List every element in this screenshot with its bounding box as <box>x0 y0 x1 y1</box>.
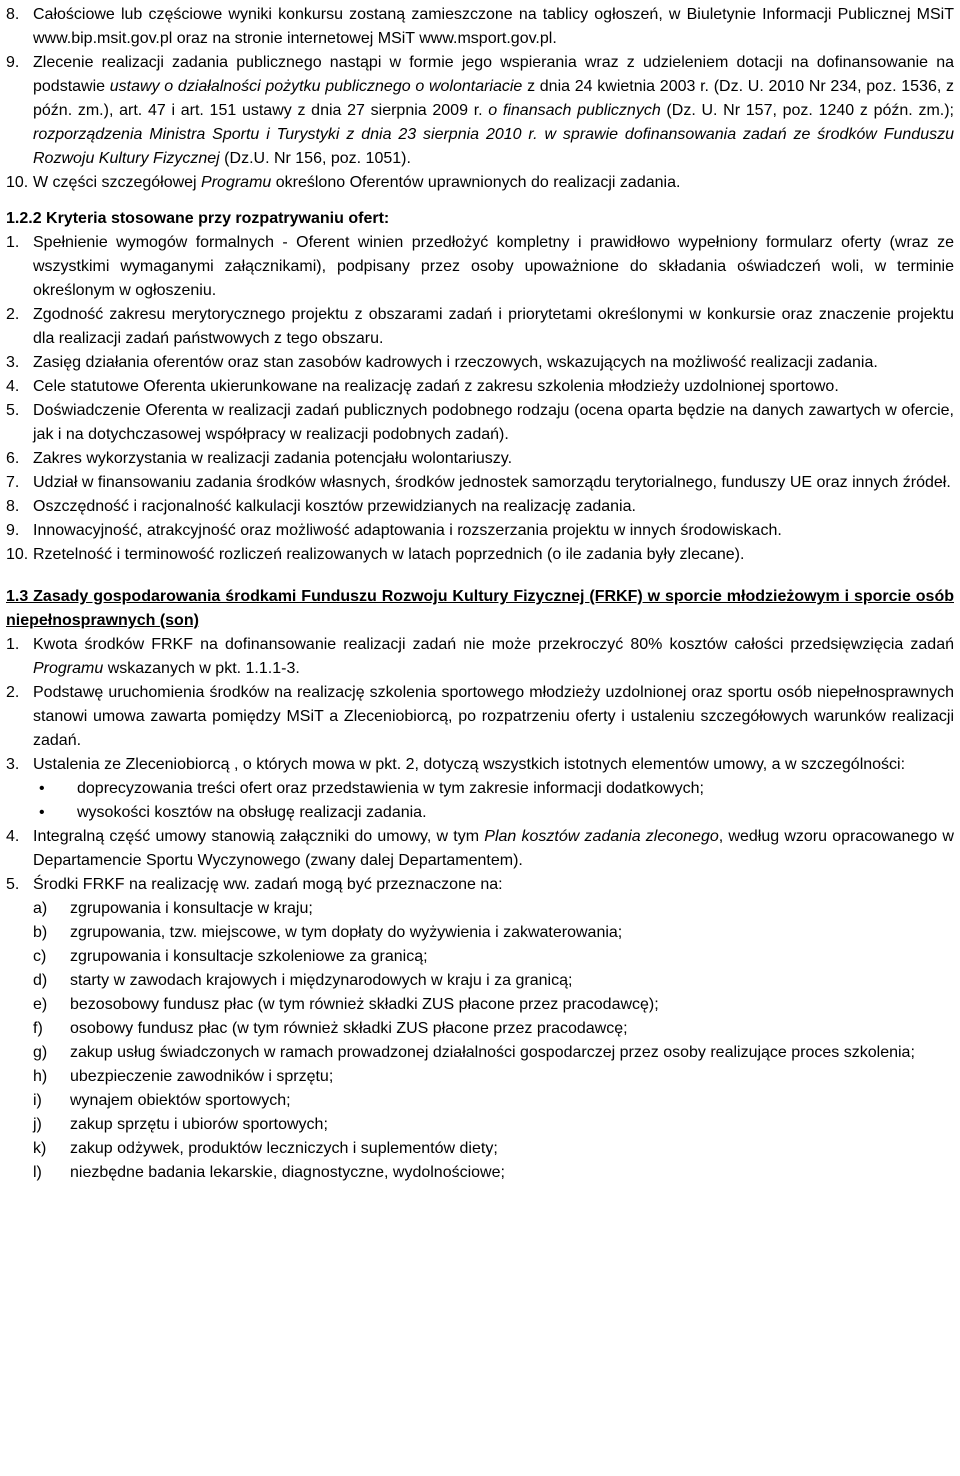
criteria-item <box>6 375 954 399</box>
text-run: (Dz.U. Nr 156, poz. 1051). <box>219 150 411 167</box>
text-run: Zlecenie realizacji zadania publicznego nastąpi w formie jego wspierania wraz z udzieleniem dotacji na dofinansowanie na podstawie <box>33 54 954 95</box>
italic-run: Programu <box>33 660 104 677</box>
item-letter: h) <box>33 1068 48 1085</box>
item-letter: i) <box>33 1092 42 1109</box>
item-letter: g) <box>33 1044 48 1061</box>
italic-run: Plan kosztów zadania zleconego <box>484 828 719 845</box>
item-text <box>33 825 954 873</box>
lettered-item <box>33 1017 954 1041</box>
lettered-item <box>33 1161 954 1185</box>
item-text: Oszczędność i racjonalność kalkulacji kosztów przewidzianych na realizację zadania. <box>33 498 636 515</box>
item-text: Cele statutowe Oferenta ukierunkowane na realizację zadań z zakresu szkolenia młodzieży uzdolnionej sportowo. <box>33 378 839 395</box>
item-number: 2. <box>6 306 20 323</box>
lettered-item <box>33 921 954 945</box>
item-number: 9. <box>6 54 20 71</box>
item-text: Zakres wykorzystania w realizacji zadania potencjału wolontariuszy. <box>33 450 513 467</box>
lettered-item <box>33 1113 954 1137</box>
item-number: 5. <box>6 876 20 893</box>
item-text: Zgodność zakresu merytorycznego projektu z obszarami zadań i priorytetami określonymi w konkursie oraz znaczenie projektu dla realizacji zadań państwowych z tego obszaru. <box>33 306 954 347</box>
lettered-item <box>33 1089 954 1113</box>
lettered-item <box>33 1065 954 1089</box>
item-text: zgrupowania i konsultacje w kraju; <box>70 900 313 917</box>
section-heading-criteria: 1.2.2 Kryteria stosowane przy rozpatrywaniu ofert: <box>6 210 390 227</box>
italic-run: Programu <box>201 174 272 191</box>
criteria-item <box>6 399 954 447</box>
item-text: Podstawę uruchomienia środków na realizację szkolenia sportowego młodzieży uzdolnionej oraz sportu osób niepełnosprawnych stanowi umowa zawarta pomiędzy MSiT a Zleceniobiorcą, po rozpatrzeniu oferty i ustaleniu szczegółowych warunków realizacji zadań. <box>33 684 954 749</box>
item-text: zakup usług świadczonych w ramach prowadzonej działalności gospodarczej przez osoby realizujące proces szkolenia; <box>70 1044 915 1061</box>
item-letter: a) <box>33 900 48 917</box>
item-text: ubezpieczenie zawodników i sprzętu; <box>70 1068 334 1085</box>
item-letter: f) <box>33 1020 43 1037</box>
item-text: wynajem obiektów sportowych; <box>70 1092 291 1109</box>
lettered-item <box>33 969 954 993</box>
criteria-item <box>6 519 954 543</box>
lettered-list <box>33 897 954 1185</box>
item-text: zakup odżywek, produktów leczniczych i suplementów diety; <box>70 1140 498 1157</box>
item-text: Innowacyjność, atrakcyjność oraz możliwość adaptowania i rozszerzania projektu w innych środowiskach. <box>33 522 782 539</box>
bullet-text: wysokości kosztów na obsługę realizacji zadania. <box>77 804 427 821</box>
bullet-icon: • <box>39 780 45 797</box>
item-letter: e) <box>33 996 48 1013</box>
criteria-item <box>6 303 954 351</box>
lettered-item <box>33 993 954 1017</box>
lettered-item <box>33 945 954 969</box>
list-item-frkf-5 <box>6 873 954 897</box>
item-text: Środki FRKF na realizację ww. zadań mogą być przeznaczone na: <box>33 876 503 893</box>
bullet-text: doprecyzowania treści ofert oraz przedstawienia w tym zakresie informacji dodatkowych; <box>77 780 704 797</box>
item-text: Udział w finansowaniu zadania środków własnych, środków jednostek samorządu terytorialnego, funduszy UE oraz innych źródeł. <box>33 474 951 491</box>
text-run: Kwota środków FRKF na dofinansowanie realizacji zadań nie może przekroczyć 80% kosztów całości przedsięwzięcia zadań <box>33 636 954 653</box>
item-text: Doświadczenie Oferenta w realizacji zadań publicznych podobnego rodzaju (ocena oparta będzie na danych zawartych w ofercie, jak i na dotychczasowej współpracy w realizacji podobnych zadań). <box>33 402 954 443</box>
item-text: zgrupowania i konsultacje szkoleniowe za granicą; <box>70 948 428 965</box>
item-text <box>33 51 954 171</box>
lettered-item <box>33 1137 954 1161</box>
item-text: Zasięg działania oferentów oraz stan zasobów kadrowych i rzeczowych, wskazujących na możliwość realizacji zadania. <box>33 354 878 371</box>
item-text: niezbędne badania lekarskie, diagnostyczne, wydolnościowe; <box>70 1164 505 1181</box>
item-number: 9. <box>6 522 20 539</box>
item-text: starty w zawodach krajowych i międzynarodowych w kraju i za granicą; <box>70 972 573 989</box>
bullet-icon: • <box>39 804 45 821</box>
item-text: zgrupowania, tzw. miejscowe, w tym dopłaty do wyżywienia i zakwaterowania; <box>70 924 623 941</box>
list-item-frkf-3 <box>6 753 954 777</box>
criteria-item <box>6 495 954 519</box>
lettered-item <box>33 897 954 921</box>
criteria-item <box>6 231 954 303</box>
list-item-frkf-2 <box>6 681 954 753</box>
text-run: , według wzoru opracowanego w Departamencie Sportu Wyczynowego (zwany dalej Departamentem). <box>33 828 954 869</box>
item-number: 5. <box>6 402 20 419</box>
criteria-item <box>6 471 954 495</box>
italic-run: o finansach publicznych <box>488 102 661 119</box>
item-number: 8. <box>6 6 20 23</box>
item-letter: d) <box>33 972 48 989</box>
bullet-item <box>33 801 954 825</box>
item-text <box>33 171 954 195</box>
criteria-item <box>6 351 954 375</box>
text-run: z dnia 24 kwietnia 2003 r. (Dz. U. 2010 Nr 234, poz. 1536, z późn. zm.), art. 47 i art. 151 ustawy z dnia 27 sierpnia 2009 r. <box>33 78 955 119</box>
item-text: zakup sprzętu i ubiorów sportowych; <box>70 1116 328 1133</box>
item-number: 1. <box>6 234 20 251</box>
criteria-item <box>6 447 954 471</box>
item-number: 2. <box>6 684 20 701</box>
item-text: bezosobowy fundusz płac (w tym również składki ZUS płacone przez pracodawcę); <box>70 996 659 1013</box>
text-run: określono Oferentów uprawnionych do realizacji zadania. <box>271 174 681 191</box>
item-number: 6. <box>6 450 20 467</box>
item-number: 10. <box>6 546 29 563</box>
text-run: Integralną część umowy stanowią załączniki do umowy, w tym <box>33 828 485 845</box>
item-number: 4. <box>6 828 20 845</box>
list-item-10 <box>6 171 954 195</box>
text-run: wskazanych w pkt. 1.1.1-3. <box>103 660 300 677</box>
item-letter: l) <box>33 1164 42 1181</box>
item-number: 1. <box>6 636 20 653</box>
section-heading-frkf: 1.3 Zasady gospodarowania środkami Funduszu Rozwoju Kultury Fizycznej (FRKF) w sporcie młodzieżowym i sporcie osób niepełnosprawnych (son) <box>6 588 954 629</box>
item-text: Ustalenia ze Zleceniobiorcą , o których mowa w pkt. 2, dotyczą wszystkich istotnych elementów umowy, a w szczególności: <box>33 756 906 773</box>
list-item-9 <box>6 51 954 171</box>
criteria-list <box>6 231 954 567</box>
item-letter: k) <box>33 1140 47 1157</box>
list-item-8 <box>6 3 954 51</box>
item-text: Spełnienie wymogów formalnych - Oferent winien przedłożyć kompletny i prawidłowo wypełniony formularz oferty (wraz ze wszystkimi wymaganymi załącznikami), podpisany przez osoby upoważnione do składania oświadczeń woli, w terminie określonym w ogłoszeniu. <box>33 234 954 299</box>
item-number: 4. <box>6 378 20 395</box>
item-number: 10. <box>6 174 29 191</box>
item-number: 7. <box>6 474 20 491</box>
item-letter: c) <box>33 948 47 965</box>
list-item-frkf-4 <box>6 825 954 873</box>
item-letter: j) <box>33 1116 42 1133</box>
italic-run: rozporządzenia Ministra Sportu i Turystyki z dnia 23 sierpnia 2010 r. w sprawie dofinansowania zadań ze środków Funduszu Rozwoju Kultury Fizycznej <box>33 126 954 167</box>
item-letter: b) <box>33 924 48 941</box>
italic-run: ustawy o działalności pożytku publicznego o wolontariacie <box>109 78 523 95</box>
item-number: 3. <box>6 354 20 371</box>
item-text: osobowy fundusz płac (w tym również składki ZUS płacone przez pracodawcę; <box>70 1020 628 1037</box>
item-number: 8. <box>6 498 20 515</box>
item-text: Rzetelność i terminowość rozliczeń realizowanych w latach poprzednich (o ile zadania były zlecane). <box>33 546 745 563</box>
text-run: (Dz. U. Nr 157, poz. 1240 z późn. zm.); <box>660 102 954 119</box>
text-run: W części szczegółowej <box>33 174 202 191</box>
bullet-item <box>33 777 954 801</box>
item-text <box>33 633 954 681</box>
item-number: 3. <box>6 756 20 773</box>
item-text: Całościowe lub częściowe wyniki konkursu zostaną zamieszczone na tablicy ogłoszeń, w Biuletynie Informacji Publicznej MSiT www.bip.msit.gov.pl oraz na stronie internetowej MSiT www.msport.gov.pl. <box>33 6 954 47</box>
lettered-item <box>33 1041 954 1065</box>
bullet-list <box>33 777 954 825</box>
criteria-item <box>6 543 954 567</box>
list-item-frkf-1 <box>6 633 954 681</box>
